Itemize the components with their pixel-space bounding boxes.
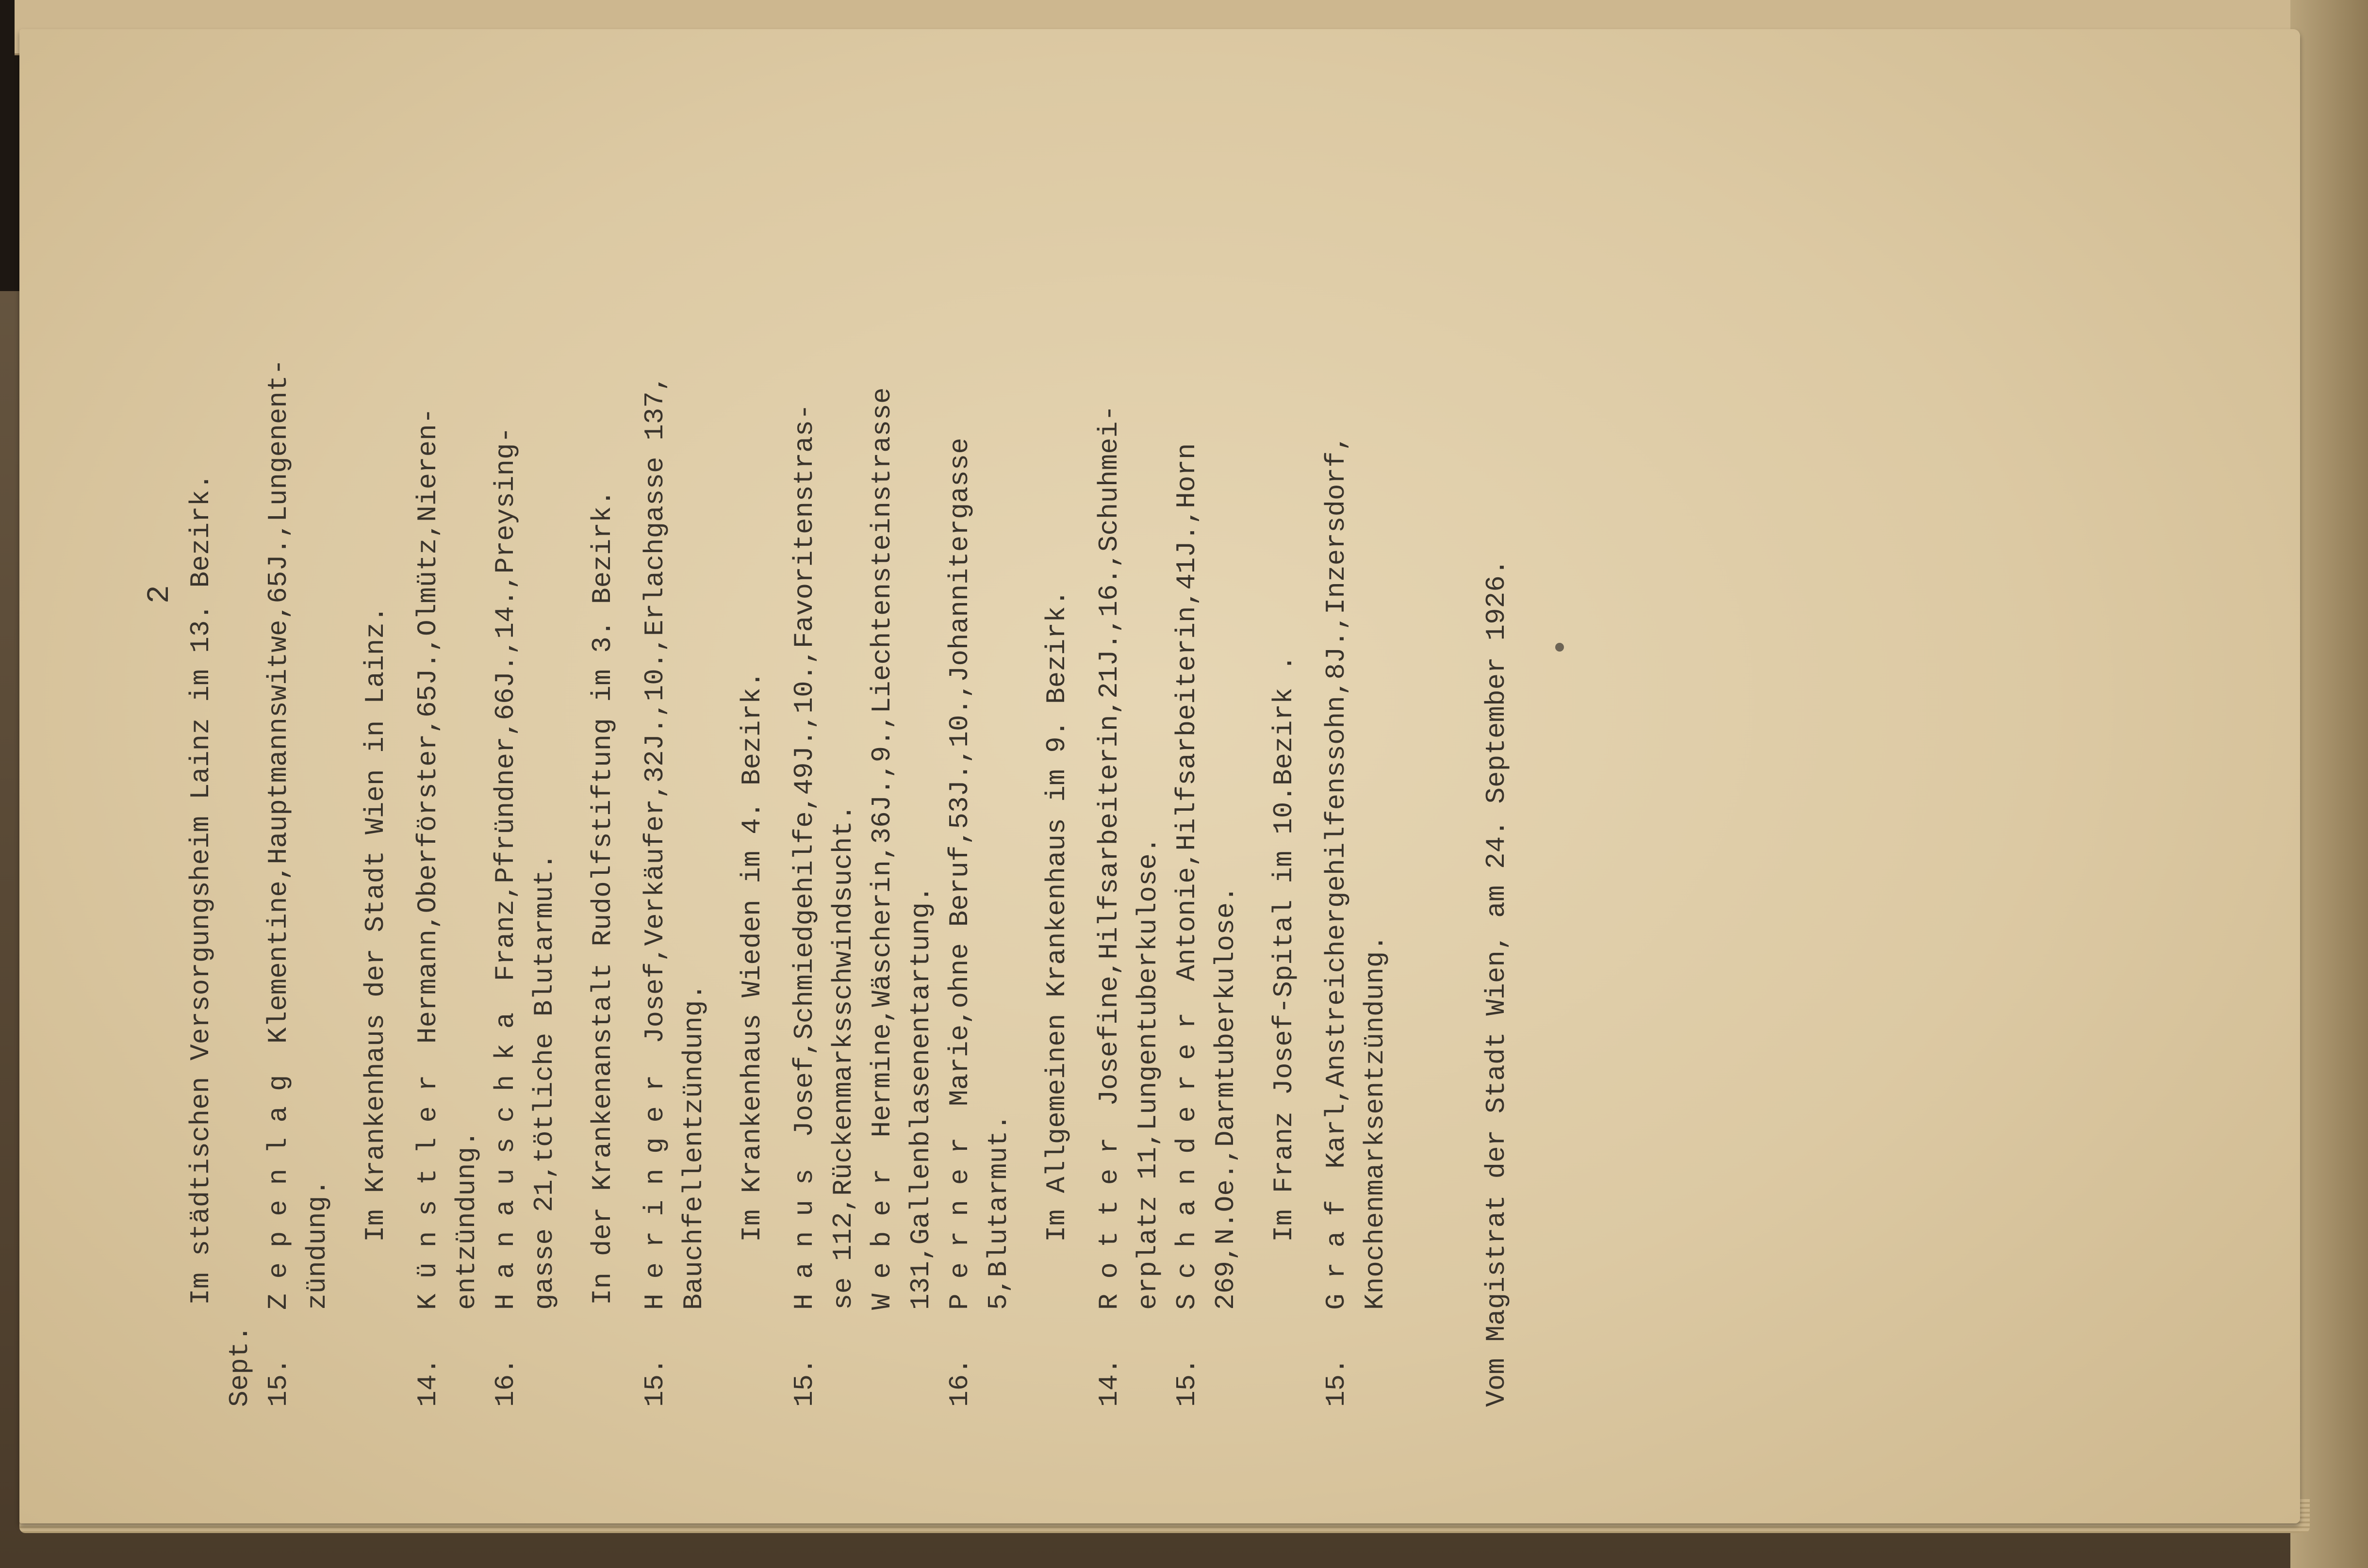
register-entry — [402, 73, 482, 1407]
entry-line: Bauchfellentzündung. — [678, 983, 709, 1310]
entry-line: 269,N.Oe.,Darmtuberkulose. — [1210, 886, 1241, 1310]
entry-line: Hermine,Wäscherin,36J.,9.,Liechtensteinstrasse — [867, 387, 898, 1138]
entry-name: Künstler — [412, 1060, 444, 1310]
entry-name: Heringer — [640, 1060, 671, 1310]
entry-date — [856, 1310, 934, 1407]
entry-line: gasse 21,tötliche Blutarmut. — [529, 853, 560, 1310]
entry-line: 131,Gallenblasenentartung. — [905, 886, 937, 1310]
register-entry — [1161, 73, 1241, 1407]
entry-line: 5,Blutarmut. — [983, 1114, 1014, 1310]
entry-line: se 112,Rückenmarksschwindsucht. — [828, 804, 859, 1310]
entry-date: 15. — [1321, 1358, 1352, 1407]
register-entry — [856, 73, 937, 1407]
section-heading: In der Krankenanstalt Rudolfstiftung im 3. Bezirk. — [587, 490, 618, 1305]
entry-name: Hanauschka — [490, 997, 521, 1310]
register-entry — [934, 73, 1014, 1407]
entry-name: Perner — [944, 1122, 975, 1310]
page-number: 2 — [143, 585, 178, 604]
section-heading: Im städtischen Versorgungsheim Lainz im 13. Bezirk. — [185, 474, 216, 1305]
closing-line: Vom Magistrat der Stadt Wien, am 24. September 1926. — [1481, 559, 1512, 1407]
entry-date: 15. — [1171, 1358, 1202, 1407]
entry-line: Josefine,Hilfsarbeiterin,21J.,16.,Schuhmei- — [1094, 405, 1125, 1106]
register-entry — [479, 73, 560, 1407]
entry-line: Josef,Schmiedgehilfe,49J.,10.,Favoritenstras- — [789, 404, 820, 1138]
register-entry — [778, 73, 859, 1407]
typed-register-text — [143, 73, 1795, 1407]
entry-date: 15. — [263, 1358, 294, 1407]
entry-date: 14. — [1094, 1358, 1125, 1407]
section-heading: Im Allgemeinen Krankenhaus im 9. Bezirk. — [1041, 589, 1072, 1242]
entry-date: 16. — [490, 1358, 521, 1407]
entry-name: Hanus — [789, 1153, 820, 1310]
entry-line: Josef,Verkäufer,32J.,10.,Erlachgasse 137, — [640, 375, 671, 1044]
entry-line: Karl,Anstreichergehilfenssohn,8J.,Inzersdorf, — [1321, 435, 1352, 1169]
entry-name: Graf — [1321, 1185, 1352, 1310]
entry-name: Zepenlag — [263, 1060, 294, 1310]
register-entry — [1310, 73, 1391, 1407]
entry-line: erplatz 11,Lungentuberkulose. — [1133, 837, 1164, 1310]
entry-date: 14. — [412, 1358, 444, 1407]
section-heading: Im Franz Josef-Spital im 10.Bezirk . — [1268, 655, 1299, 1242]
entry-line: Hermann,Oberförster,65J.,Olmütz,Nieren- — [412, 408, 444, 1044]
section-heading: Im Krankenhaus der Stadt Wien in Lainz. — [360, 606, 391, 1242]
entry-date: 15. — [640, 1358, 671, 1407]
entry-name: Schanderer — [1171, 997, 1202, 1310]
entry-line: Franz,Pfründner,66J.,14.,Preysing- — [490, 426, 521, 981]
section-heading: Im Krankenhaus Wieden im 4. Bezirk. — [737, 671, 768, 1242]
entry-line: Knochenmarksentzündung. — [1360, 935, 1391, 1310]
entry-line: entzündung. — [451, 1130, 482, 1310]
register-entry — [629, 73, 707, 1407]
entry-date: 16. — [944, 1358, 975, 1407]
entry-name: Weber — [867, 1153, 898, 1310]
register-entry — [1083, 73, 1164, 1407]
page-stack-edge — [2290, 0, 2368, 1568]
entry-line: Marie,ohne Beruf,53J.,10.,Johannitergasse — [944, 438, 975, 1106]
entry-line: Antonie,Hilfsarbeiterin,41J.,Horn — [1171, 443, 1202, 981]
entry-name: Rotter — [1094, 1122, 1125, 1310]
entry-date: 15. — [789, 1358, 820, 1407]
entry-line: Klementine,Hauptmannswitwe,65J.,Lungenent- — [263, 359, 294, 1044]
register-entry — [252, 73, 333, 1407]
entry-line: zündung. — [302, 1179, 333, 1310]
month-label: Sept. — [224, 1325, 255, 1407]
